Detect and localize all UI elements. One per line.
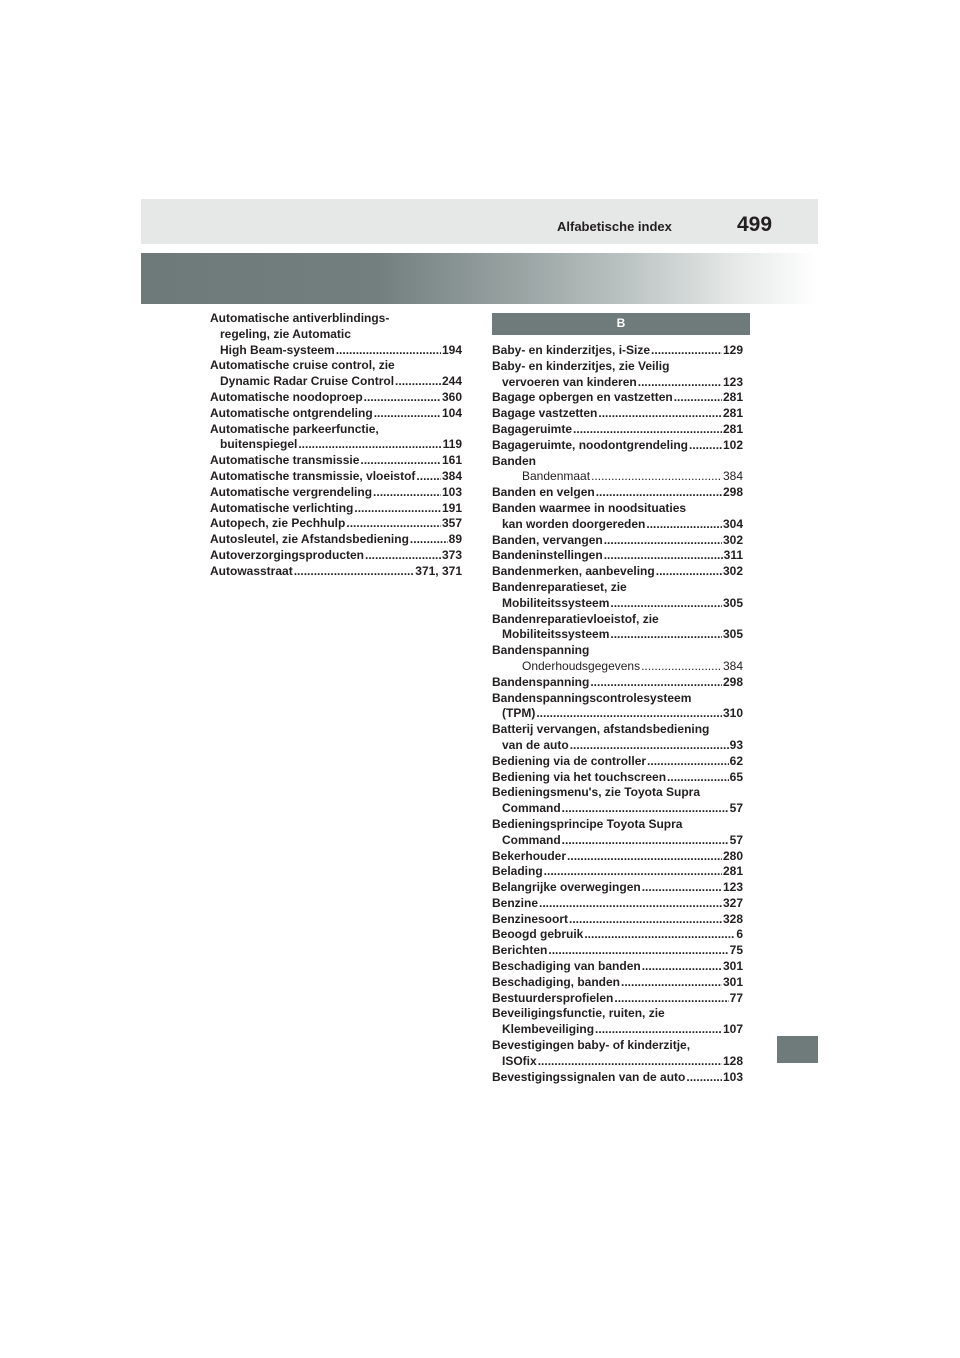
index-entry (210, 501, 462, 517)
page-reference[interactable]: 360 (441, 389, 462, 404)
leader-dots (686, 1070, 722, 1086)
index-entry (492, 612, 743, 644)
leader-dots (590, 675, 722, 691)
page-reference[interactable]: 57 (729, 801, 743, 816)
leader-dots (562, 833, 729, 849)
leader-dots (656, 564, 722, 580)
page-reference[interactable]: 310 (722, 706, 743, 721)
index-entry (492, 1038, 743, 1070)
leader-dots (570, 738, 729, 754)
index-term: Bandeninstellingen (492, 548, 603, 563)
page-reference[interactable]: 302 (722, 532, 743, 547)
index-entry (210, 390, 462, 406)
index-entry (492, 880, 743, 896)
page-reference[interactable]: 281 (722, 390, 743, 405)
page-reference[interactable]: 104 (441, 405, 462, 420)
page-reference[interactable]: 298 (722, 674, 743, 689)
index-entry (210, 485, 462, 501)
index-term: Autoverzorgingsproducten (210, 547, 365, 562)
index-column-right (492, 343, 743, 1085)
leader-dots (548, 943, 728, 959)
index-subterm: Bandenmaat (522, 469, 591, 484)
page-reference[interactable]: 102 (722, 437, 743, 452)
index-entry (210, 532, 462, 548)
index-entry (492, 454, 743, 486)
page-reference[interactable]: 119 (442, 437, 462, 452)
index-entry (492, 390, 743, 406)
page-reference[interactable]: 62 (729, 753, 743, 768)
index-entry (492, 1006, 743, 1038)
page-reference[interactable]: 107 (722, 1022, 743, 1037)
index-term: Bandenmerken, aanbeveling (492, 564, 655, 579)
index-term: Bandenreparatievloeistof, zie (492, 611, 659, 626)
index-term: Baby- en kinderzitjes, i-Size (492, 343, 651, 357)
page-reference[interactable]: 280 (722, 848, 743, 863)
index-term: Bagage opbergen en vastzetten (492, 390, 673, 405)
index-term: Automatische verlichting (210, 500, 354, 515)
index-entry (492, 912, 743, 928)
page-reference[interactable]: 302 (722, 564, 743, 579)
leader-dots (595, 1022, 722, 1038)
page-reference[interactable]: 328 (722, 911, 743, 926)
index-entry (210, 422, 462, 454)
page-reference[interactable]: 194 (441, 342, 462, 357)
index-entry (210, 311, 462, 358)
index-term: Automatische parkeerfunctie, (210, 421, 379, 436)
index-term: Bandenspanning (492, 643, 590, 658)
index-entry (492, 501, 743, 533)
page-reference[interactable]: 304 (722, 516, 743, 531)
leader-dots (647, 754, 729, 770)
letter-heading-b: B (492, 313, 750, 335)
index-entry (492, 406, 743, 422)
page-reference[interactable]: 244 (441, 374, 462, 389)
index-term: Batterij vervangen, afstandsbediening (492, 722, 710, 737)
index-term: Command (502, 832, 561, 847)
page-reference[interactable]: 305 (722, 627, 743, 642)
page-reference[interactable]: 305 (722, 595, 743, 610)
index-term: Beschadiging, banden (492, 974, 621, 989)
index-entry (492, 343, 743, 359)
index-term: Bagageruimte (492, 421, 573, 436)
leader-dots (651, 343, 722, 359)
index-term: Bekerhouder (492, 848, 567, 863)
index-term: Beveiligingsfunctie, ruiten, zie (492, 1006, 665, 1021)
index-term: Bevestigingssignalen van de auto (492, 1069, 686, 1084)
index-term: regeling, zie Automatic (220, 326, 351, 341)
index-term: Automatische noodoproep (210, 389, 363, 404)
page-section-title: Alfabetische index (557, 219, 672, 234)
index-entry (492, 580, 743, 612)
page-reference[interactable]: 373 (441, 547, 462, 562)
page-reference[interactable]: 123 (722, 374, 743, 389)
index-entry (492, 817, 743, 849)
index-entry (492, 754, 743, 770)
index-term: Autopech, zie Pechhulp (210, 516, 346, 531)
page-reference[interactable]: 161 (441, 453, 462, 468)
index-term: Automatische vergrendeling (210, 484, 373, 499)
index-term: Mobiliteitssysteem (502, 595, 610, 610)
leader-dots (360, 453, 441, 469)
leader-dots (584, 927, 735, 943)
index-entry (210, 548, 462, 564)
index-entry (492, 359, 743, 391)
page-reference[interactable]: 357 (441, 516, 462, 531)
index-term: Dynamic Radar Cruise Control (220, 374, 395, 389)
index-entry (492, 722, 743, 754)
leader-dots (604, 533, 722, 549)
index-term: Bagage vastzetten (492, 406, 598, 421)
page-reference[interactable]: 281 (722, 406, 743, 421)
leader-dots (604, 548, 723, 564)
index-term: Automatische antiverblindings- (210, 311, 390, 325)
index-term: Bediening via het touchscreen (492, 769, 667, 784)
index-term: van de auto (502, 737, 569, 752)
page-reference[interactable]: 384 (722, 469, 743, 484)
index-entry (492, 548, 743, 564)
index-term: Bagageruimte, noodontgrendeling (492, 437, 689, 452)
leader-dots (610, 596, 722, 612)
index-entry (492, 991, 743, 1007)
index-term: Benzine (492, 895, 539, 910)
index-entry (492, 927, 743, 943)
index-entry (492, 533, 743, 549)
page-reference[interactable]: 327 (722, 895, 743, 910)
leader-dots (294, 564, 415, 580)
index-entry (492, 864, 743, 880)
page-reference[interactable]: 65 (729, 769, 743, 784)
index-term: Automatische cruise control, zie (210, 358, 395, 373)
index-entry (492, 975, 743, 991)
index-term: Banden, vervangen (492, 532, 603, 547)
page-reference[interactable]: 129 (722, 343, 743, 357)
index-entry (492, 959, 743, 975)
leader-dots (573, 422, 722, 438)
index-subterm: Onderhoudsgegevens (522, 658, 641, 673)
page-reference[interactable]: 89 (448, 532, 462, 547)
index-entry (210, 358, 462, 390)
index-entry (492, 485, 743, 501)
index-term: High Beam-systeem (220, 342, 335, 357)
index-entry (492, 896, 743, 912)
index-entry (210, 453, 462, 469)
index-entry (210, 516, 462, 532)
page-reference[interactable]: 298 (722, 485, 743, 500)
header-bar (141, 199, 818, 244)
page-reference[interactable]: 301 (722, 974, 743, 989)
leader-dots (591, 469, 722, 485)
index-term: Command (502, 801, 561, 816)
page-reference[interactable]: 281 (722, 864, 743, 879)
page-reference[interactable]: 311 (723, 548, 743, 563)
index-term: vervoeren van kinderen (502, 374, 637, 389)
leader-dots (689, 438, 722, 454)
page-reference[interactable]: 77 (729, 990, 743, 1005)
page-number: 499 (737, 213, 773, 236)
index-entry (210, 469, 462, 485)
index-term: Bedieningsmenu's, zie Toyota Supra (492, 785, 701, 800)
page-reference[interactable]: 191 (441, 500, 462, 515)
index-term: Mobiliteitssysteem (502, 627, 610, 642)
page-reference[interactable]: 6 (736, 927, 743, 942)
index-entry (492, 943, 743, 959)
index-term: Beschadiging van banden (492, 959, 641, 974)
leader-dots (538, 1054, 722, 1070)
index-term: Bandenspanning (492, 674, 590, 689)
page-reference[interactable]: 75 (729, 943, 743, 958)
leader-dots (614, 991, 728, 1007)
index-entry (492, 643, 743, 675)
index-column-left (210, 311, 462, 580)
leader-dots (646, 517, 722, 533)
leader-dots (642, 959, 722, 975)
index-entry (492, 675, 743, 691)
index-term: Beoogd gebruik (492, 927, 584, 942)
index-term: Autosleutel, zie Afstandsbediening (210, 532, 409, 547)
leader-dots (373, 485, 441, 501)
chapter-side-tab (777, 1036, 818, 1063)
index-term: Banden en velgen (492, 485, 595, 500)
leader-dots (416, 469, 441, 485)
index-term: Berichten (492, 943, 548, 958)
index-term: Bandenspanningscontrolesysteem (492, 690, 692, 705)
index-entry (210, 406, 462, 422)
leader-dots (539, 896, 722, 912)
leader-dots (354, 501, 441, 517)
leader-dots (365, 548, 441, 564)
index-entry (492, 770, 743, 786)
leader-dots (336, 343, 441, 359)
leader-dots (610, 627, 722, 643)
index-term: Bediening via de controller (492, 753, 647, 768)
leader-dots (374, 406, 441, 422)
page-reference[interactable]: 57 (729, 832, 743, 847)
index-term: Automatische ontgrendeling (210, 405, 373, 420)
leader-dots (410, 532, 448, 548)
page-reference[interactable]: 384 (441, 468, 462, 483)
leader-dots (667, 770, 729, 786)
page-reference[interactable]: 123 (722, 880, 743, 895)
leader-dots (364, 390, 441, 406)
index-term: Bandenreparatieset, zie (492, 579, 627, 594)
page-reference[interactable]: 384 (722, 658, 743, 673)
index-entry (210, 564, 462, 580)
page-reference[interactable]: 93 (729, 737, 743, 752)
index-term: Klembeveiliging (502, 1022, 595, 1037)
index-term: Banden waarmee in noodsituaties (492, 500, 687, 515)
index-term: Bestuurdersprofielen (492, 990, 614, 1005)
page-reference[interactable]: 371, 371 (415, 563, 462, 578)
page-reference[interactable]: 301 (722, 959, 743, 974)
leader-dots (395, 374, 441, 390)
leader-dots (567, 849, 722, 865)
page-reference[interactable]: 281 (722, 421, 743, 436)
decorative-banner (141, 253, 818, 304)
page-reference[interactable]: 128 (722, 1053, 743, 1068)
leader-dots (346, 516, 441, 532)
leader-dots (642, 880, 722, 896)
index-entry (492, 564, 743, 580)
leader-dots (544, 864, 722, 880)
index-term: Banden (492, 453, 537, 468)
leader-dots (638, 375, 722, 391)
index-entry (492, 422, 743, 438)
index-term: Automatische transmissie (210, 453, 360, 468)
index-entry (492, 438, 743, 454)
index-term: buitenspiegel (220, 437, 298, 452)
index-term: Autowasstraat (210, 563, 293, 578)
index-entry (492, 849, 743, 865)
index-term: Benzinesoort (492, 911, 569, 926)
leader-dots (298, 437, 441, 453)
leader-dots (562, 801, 729, 817)
index-term: Bedieningsprincipe Toyota Supra (492, 816, 683, 831)
index-entry (492, 785, 743, 817)
index-term: kan worden doorgereden (502, 516, 646, 531)
index-term: Belangrijke overwegingen (492, 880, 641, 895)
page-reference[interactable]: 103 (441, 484, 462, 499)
index-entry (492, 691, 743, 723)
leader-dots (536, 706, 722, 722)
index-term: Bevestigingen baby- of kinderzitje, (492, 1038, 691, 1053)
leader-dots (569, 912, 722, 928)
index-term: Belading (492, 864, 543, 879)
leader-dots (596, 485, 722, 501)
leader-dots (621, 975, 722, 991)
index-term: (TPM) (502, 706, 536, 721)
leader-dots (641, 659, 722, 675)
leader-dots (674, 390, 722, 406)
index-entry (492, 1070, 743, 1086)
page-reference[interactable]: 103 (722, 1069, 743, 1084)
index-term: Automatische transmissie, vloeistof (210, 468, 416, 483)
leader-dots (598, 406, 722, 422)
index-term: ISOfix (502, 1053, 537, 1068)
index-term: Baby- en kinderzitjes, zie Veilig (492, 358, 670, 373)
